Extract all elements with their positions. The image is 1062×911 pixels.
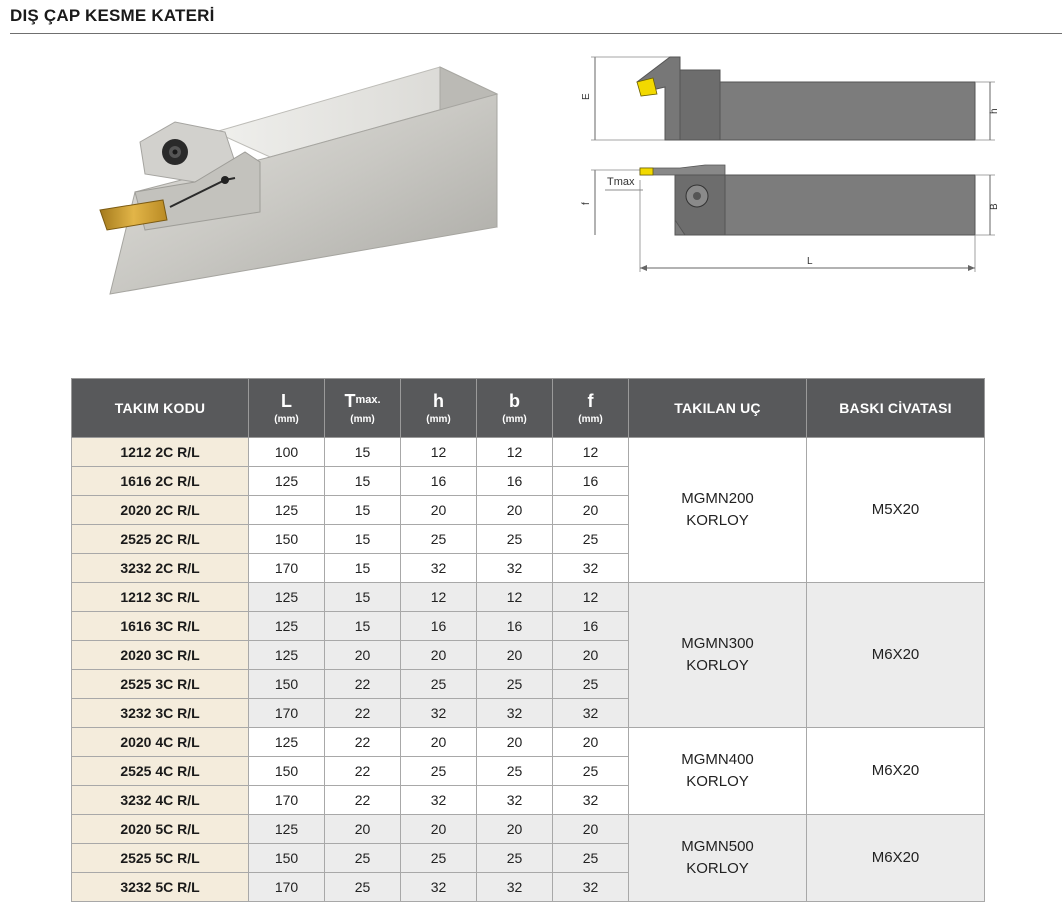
insert-line: MGMN400 (681, 751, 754, 768)
dim-B-label: B (989, 203, 1000, 210)
cell-takim-kodu: 1616 3C R/L (72, 612, 249, 641)
cell-t: 15 (325, 496, 401, 525)
header-takilan-uc: TAKILAN UÇ (629, 379, 807, 438)
cell-l: 170 (249, 873, 325, 902)
insert-line: KORLOY (686, 512, 749, 529)
insert-line: MGMN200 (681, 490, 754, 507)
dim-f-label: f (581, 202, 592, 205)
header-takim-kodu: TAKIM KODU (72, 379, 249, 438)
cell-b: 25 (477, 757, 553, 786)
dim-h-label: h (989, 108, 1000, 114)
cell-h: 25 (401, 844, 477, 873)
cell-l: 150 (249, 525, 325, 554)
cell-b: 20 (477, 815, 553, 844)
cell-baski-civatasi: M6X20 (807, 583, 985, 728)
header-baski-civatasi: BASKI CİVATASI (807, 379, 985, 438)
specification-table (71, 378, 985, 902)
insert-line: MGMN300 (681, 635, 754, 652)
insert-line: KORLOY (686, 657, 749, 674)
cell-t: 15 (325, 467, 401, 496)
cell-t: 22 (325, 728, 401, 757)
cell-t: 15 (325, 438, 401, 467)
cell-takim-kodu: 2020 3C R/L (72, 641, 249, 670)
cell-b: 16 (477, 612, 553, 641)
dim-tmax-label: Tmax (607, 176, 635, 188)
side-view (581, 57, 1000, 140)
cell-b: 25 (477, 844, 553, 873)
cell-b: 25 (477, 670, 553, 699)
cell-l: 125 (249, 728, 325, 757)
cell-l: 100 (249, 438, 325, 467)
cell-l: 125 (249, 583, 325, 612)
insert-line: KORLOY (686, 860, 749, 877)
cell-f: 25 (553, 670, 629, 699)
cell-h: 16 (401, 612, 477, 641)
cell-h: 32 (401, 873, 477, 902)
table-row (72, 728, 985, 757)
insert-line: KORLOY (686, 773, 749, 790)
cell-takilan-uc (629, 583, 807, 728)
table-row (72, 583, 985, 612)
table-row (72, 438, 985, 467)
cell-b: 20 (477, 728, 553, 757)
cell-f: 20 (553, 728, 629, 757)
cell-h: 20 (401, 728, 477, 757)
cell-f: 16 (553, 467, 629, 496)
cell-f: 25 (553, 757, 629, 786)
cell-l: 170 (249, 786, 325, 815)
cell-l: 150 (249, 844, 325, 873)
header-h: h (mm) (401, 379, 477, 438)
cell-takim-kodu: 3232 5C R/L (72, 873, 249, 902)
cell-b: 32 (477, 699, 553, 728)
blade-hole (221, 176, 229, 184)
cell-t: 20 (325, 641, 401, 670)
cell-l: 150 (249, 670, 325, 699)
header-L: L (mm) (249, 379, 325, 438)
cell-f: 20 (553, 815, 629, 844)
title-divider (10, 33, 1062, 34)
cell-l: 125 (249, 815, 325, 844)
cell-takilan-uc (629, 438, 807, 583)
cell-takim-kodu: 2020 2C R/L (72, 496, 249, 525)
cell-f: 20 (553, 496, 629, 525)
cell-f: 16 (553, 612, 629, 641)
cell-h: 20 (401, 496, 477, 525)
cell-t: 22 (325, 786, 401, 815)
cell-t: 15 (325, 554, 401, 583)
tool-holder-photo (95, 62, 500, 302)
cell-l: 125 (249, 467, 325, 496)
cell-takilan-uc (629, 815, 807, 902)
header-b: b (mm) (477, 379, 553, 438)
table-body (72, 438, 985, 902)
cell-f: 25 (553, 525, 629, 554)
cell-b: 16 (477, 467, 553, 496)
top-view (581, 165, 1000, 272)
cell-h: 32 (401, 699, 477, 728)
cell-h: 32 (401, 786, 477, 815)
cell-h: 32 (401, 554, 477, 583)
header-f: f (mm) (553, 379, 629, 438)
cell-h: 25 (401, 757, 477, 786)
cell-f: 12 (553, 583, 629, 612)
cell-t: 22 (325, 757, 401, 786)
cell-l: 125 (249, 612, 325, 641)
cell-b: 20 (477, 641, 553, 670)
cell-f: 32 (553, 786, 629, 815)
cell-baski-civatasi: M5X20 (807, 438, 985, 583)
cell-f: 20 (553, 641, 629, 670)
dim-E-label: E (581, 93, 592, 100)
cell-b: 32 (477, 554, 553, 583)
cell-t: 22 (325, 670, 401, 699)
cell-t: 22 (325, 699, 401, 728)
cell-takim-kodu: 1212 3C R/L (72, 583, 249, 612)
cell-baski-civatasi: M6X20 (807, 815, 985, 902)
cell-takim-kodu: 2525 4C R/L (72, 757, 249, 786)
cell-takim-kodu: 1212 2C R/L (72, 438, 249, 467)
cell-takim-kodu: 2525 3C R/L (72, 670, 249, 699)
cell-t: 15 (325, 583, 401, 612)
cell-takim-kodu: 2525 5C R/L (72, 844, 249, 873)
cell-t: 15 (325, 525, 401, 554)
cell-b: 32 (477, 873, 553, 902)
cell-l: 170 (249, 699, 325, 728)
dim-L-label: L (807, 256, 813, 267)
cell-b: 32 (477, 786, 553, 815)
cell-f: 12 (553, 438, 629, 467)
cell-h: 25 (401, 670, 477, 699)
table-row (72, 815, 985, 844)
cell-l: 125 (249, 496, 325, 525)
page-title: DIŞ ÇAP KESME KATERİ (10, 6, 215, 25)
cell-h: 20 (401, 641, 477, 670)
header-T-max: $T^{max.}$ (mm) (325, 379, 401, 438)
cell-f: 32 (553, 873, 629, 902)
cell-takim-kodu: 2020 5C R/L (72, 815, 249, 844)
cell-takim-kodu: 1616 2C R/L (72, 467, 249, 496)
cell-b: 12 (477, 438, 553, 467)
cell-f: 25 (553, 844, 629, 873)
cell-b: 12 (477, 583, 553, 612)
cell-takim-kodu: 3232 3C R/L (72, 699, 249, 728)
insert-yellow-top (640, 168, 653, 175)
cell-takim-kodu: 2525 2C R/L (72, 525, 249, 554)
cell-t: 25 (325, 873, 401, 902)
cell-h: 12 (401, 438, 477, 467)
technical-drawings (581, 52, 1005, 282)
cell-b: 20 (477, 496, 553, 525)
cell-takim-kodu: 3232 2C R/L (72, 554, 249, 583)
cell-l: 170 (249, 554, 325, 583)
cell-f: 32 (553, 699, 629, 728)
table-header-row (72, 379, 985, 438)
cell-t: 25 (325, 844, 401, 873)
cell-h: 25 (401, 525, 477, 554)
cell-h: 12 (401, 583, 477, 612)
cell-h: 20 (401, 815, 477, 844)
cell-takim-kodu: 3232 4C R/L (72, 786, 249, 815)
insert-line: MGMN500 (681, 838, 754, 855)
cell-t: 15 (325, 612, 401, 641)
cell-takim-kodu: 2020 4C R/L (72, 728, 249, 757)
cell-f: 32 (553, 554, 629, 583)
cell-baski-civatasi: M6X20 (807, 728, 985, 815)
cell-h: 16 (401, 467, 477, 496)
cell-l: 125 (249, 641, 325, 670)
cell-takilan-uc (629, 728, 807, 815)
cell-t: 20 (325, 815, 401, 844)
cell-b: 25 (477, 525, 553, 554)
cell-l: 150 (249, 757, 325, 786)
